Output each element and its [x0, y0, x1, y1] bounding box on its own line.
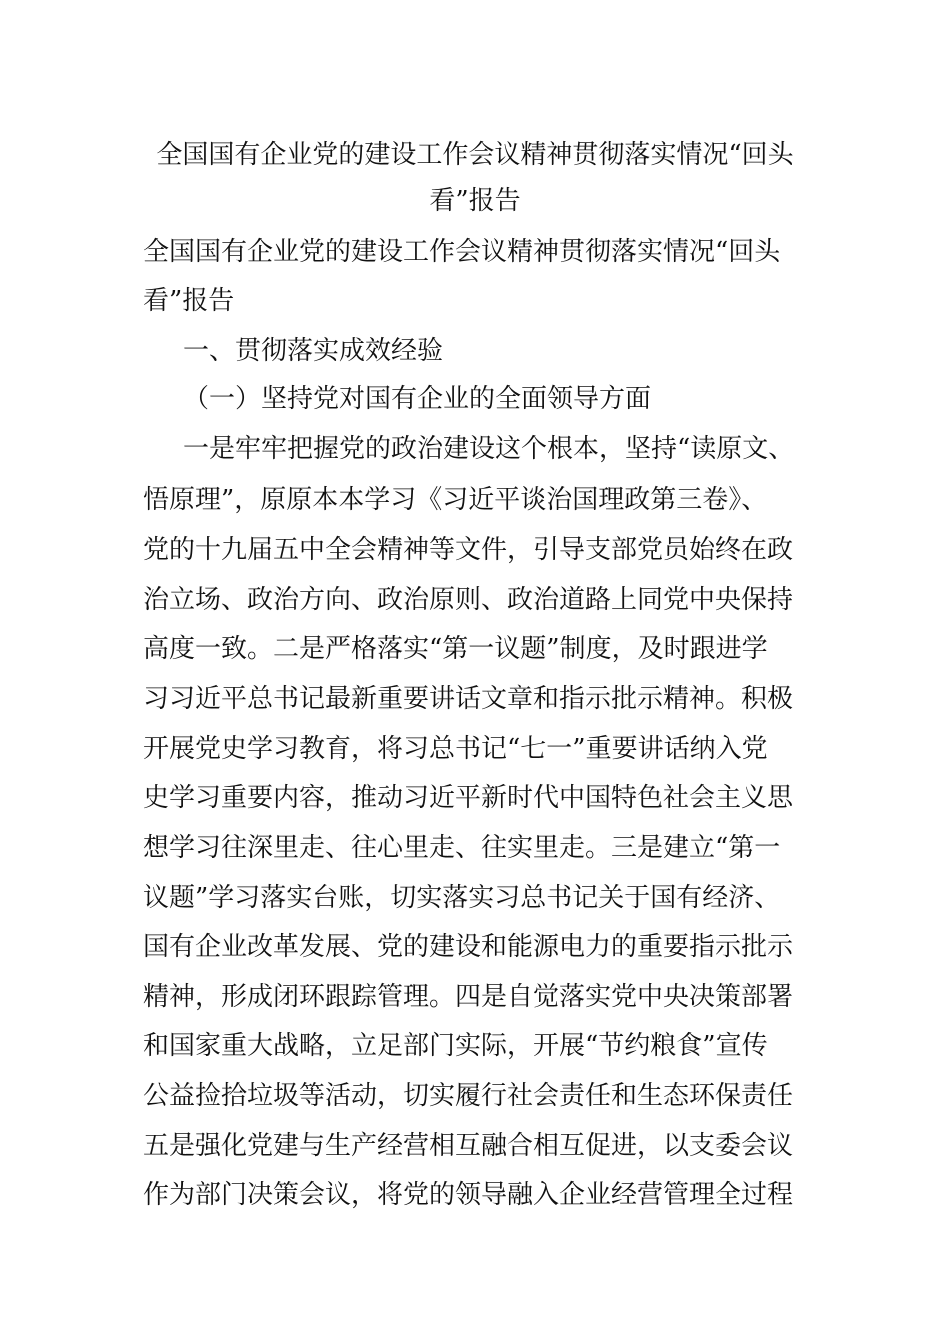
subsection-heading: （一）坚持党对国有企业的全面领导方面 [183, 384, 652, 414]
body-line-14: 公益捡拾垃圾等活动，切实履行社会责任和生态环保责任 [143, 1081, 794, 1111]
body-line-6: 习习近平总书记最新重要讲话文章和指示批示精神。积极 [143, 684, 794, 714]
document-title-line-2: 看”报告 [429, 186, 521, 216]
section-heading: 一、贯彻落实成效经验 [183, 336, 444, 366]
body-line-15: 五是强化党建与生产经营相互融合相互促进，以支委会议 [143, 1131, 794, 1161]
repeat-title-line-2: 看”报告 [143, 286, 235, 316]
document-title-line-1: 全国国有企业党的建设工作会议精神贯彻落实情况“回头 [156, 140, 794, 170]
body-line-9: 想学习往深里走、往心里走、往实里走。三是建立“第一 [143, 833, 781, 863]
body-line-10: 议题”学习落实台账，切实落实习总书记关于国有经济、 [143, 883, 781, 913]
body-line-13: 和国家重大战略，立足部门实际，开展“节约粮食”宣传 [143, 1031, 768, 1061]
body-line-16: 作为部门决策会议，将党的领导融入企业经营管理全过程 [143, 1180, 794, 1210]
body-line-3: 党的十九届五中全会精神等文件，引导支部党员始终在政 [143, 535, 794, 565]
body-line-11: 国有企业改革发展、党的建设和能源电力的重要指示批示 [143, 932, 794, 962]
body-line-7: 开展党史学习教育，将习总书记“七一”重要讲话纳入党 [143, 734, 768, 764]
body-line-12: 精神，形成闭环跟踪管理。四是自觉落实党中央决策部署 [143, 982, 794, 1012]
body-line-5: 高度一致。二是严格落实“第一议题”制度，及时跟进学 [143, 634, 768, 664]
body-line-8: 史学习重要内容，推动习近平新时代中国特色社会主义思 [143, 783, 794, 813]
body-line-4: 治立场、政治方向、政治原则、政治道路上同党中央保持 [143, 585, 794, 615]
body-line-2: 悟原理”，原原本本学习《习近平谈治国理政第三卷》、 [143, 485, 768, 515]
body-line-1: 一是牢牢把握党的政治建设这个根本，坚持“读原文、 [183, 434, 795, 464]
repeat-title-line-1: 全国国有企业党的建设工作会议精神贯彻落实情况“回头 [143, 237, 781, 267]
